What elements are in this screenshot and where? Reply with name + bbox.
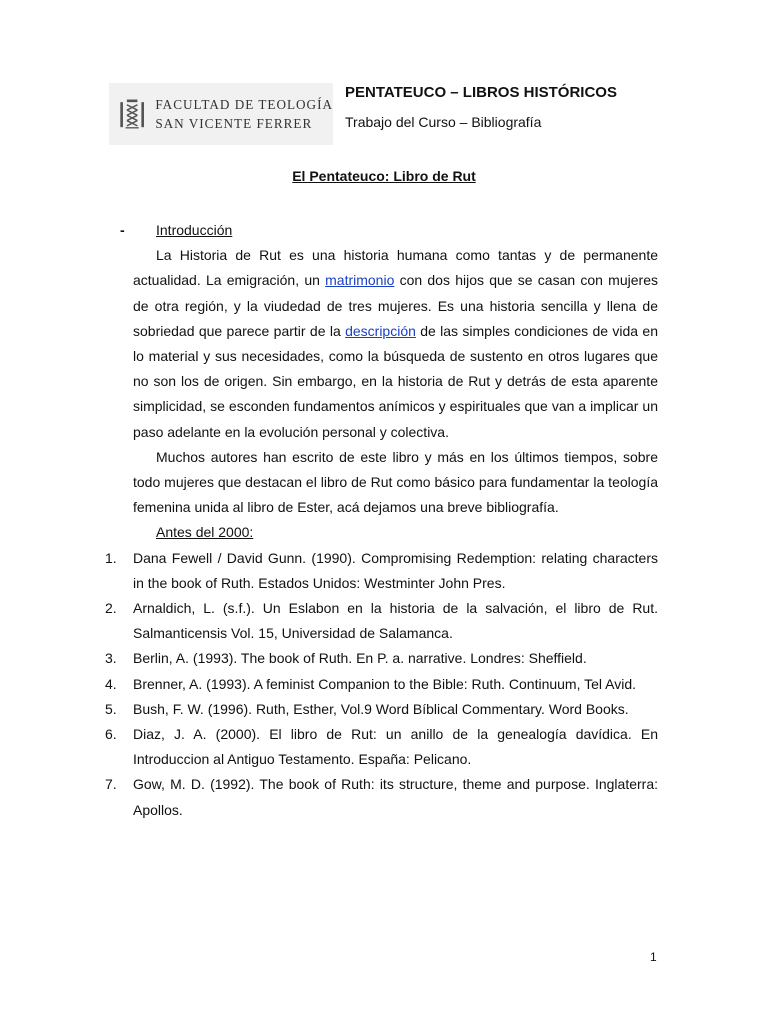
document-title: El Pentateuco: Libro de Rut	[292, 168, 476, 184]
reference-item	[105, 546, 658, 596]
reference-list	[105, 546, 658, 823]
reference-item	[105, 646, 658, 671]
reference-item	[105, 772, 658, 822]
reference-text: Berlin, A. (1993). The book of Ruth. En P. a. narrative. Londres: Sheffield.	[133, 650, 587, 667]
reference-number: 2.	[105, 600, 117, 617]
para1-text-2: con dos hijos que se casan con mujeres de otra región, y la viudedad de tres mujeres. Es una historia sencilla y llena de sobriedad que parece partir de la	[133, 272, 658, 339]
reference-number: 7.	[105, 776, 117, 793]
reference-item	[105, 672, 658, 697]
reference-text: Gow, M. D. (1992). The book of Ruth: its structure, theme and purpose. Inglaterra: Apollos.	[133, 776, 658, 818]
reference-item	[105, 697, 658, 722]
section-heading-text: Introducción	[156, 222, 233, 238]
para1-text-3: de las simples condiciones de vida en lo material y sus necesidades, como la búsqueda de sustento en otros lugares que no son los de origen. Sin embargo, en la historia de Rut y detrás de esta aparente simplicidad, se esconden fundamentos anímicos y espirituales que van a implicar un paso adelante en la evolución personal y colectiva.	[133, 322, 658, 440]
matrimonio-link[interactable]: matrimonio	[325, 272, 395, 289]
intro-paragraph-1	[112, 243, 658, 445]
reference-text: Diaz, J. A. (2000). El libro de Rut: un anillo de la genealogía davídica. En Introduccion al Antiguo Testamento. España: Pelicano.	[133, 726, 658, 768]
reference-item	[105, 722, 658, 772]
reference-number: 6.	[105, 726, 117, 743]
subheading: Antes del 2000:	[156, 524, 254, 541]
bullet-dash: -	[120, 222, 125, 238]
logo-line-2: SAN VICENTE FERRER	[155, 116, 313, 131]
reference-text: Bush, F. W. (1996). Ruth, Esther, Vol.9 Word Bíblical Commentary. Word Books.	[133, 700, 629, 717]
reference-number: 1.	[105, 549, 117, 566]
faculty-emblem-icon	[119, 90, 145, 138]
reference-item	[105, 596, 658, 646]
header-subtitle: Trabajo del Curso – Bibliografía	[345, 114, 542, 130]
descripcion-link[interactable]: descripción	[345, 322, 416, 339]
intro-paragraph-2: Muchos autores han escrito de este libro y más en los últimos tiempos, sobre todo mujeres que destacan el libro de Rut como básico para fundamentar la teología femenina unida al libro de Ester, acá dejamos una breve bibliografía.	[133, 448, 658, 516]
logo-line-1: FACULTAD DE TEOLOGÍA	[155, 97, 333, 112]
reference-text: Arnaldich, L. (s.f.). Un Eslabon en la historia de la salvación, el libro de Rut. Salmanticensis Vol. 15, Universidad de Salamanca.	[133, 600, 658, 642]
page-number: 1	[650, 950, 657, 964]
reference-text: Dana Fewell / David Gunn. (1990). Compromising Redemption: relating characters in the book of Ruth. Estados Unidos: Westminter John Pres.	[133, 549, 658, 591]
faculty-logo	[109, 83, 333, 145]
section-heading	[112, 218, 658, 243]
reference-number: 3.	[105, 650, 117, 667]
para1-text-1: La Historia de Rut es una historia humana como tantas y de permanente actualidad. La emigración, un	[133, 247, 658, 289]
header-title: PENTATEUCO – LIBROS HISTÓRICOS	[345, 84, 617, 101]
reference-text: Brenner, A. (1993). A feminist Companion to the Bible: Ruth. Continuum, Tel Avid.	[133, 675, 636, 692]
reference-number: 4.	[105, 675, 117, 692]
introduction-section	[105, 218, 658, 823]
reference-number: 5.	[105, 700, 117, 717]
